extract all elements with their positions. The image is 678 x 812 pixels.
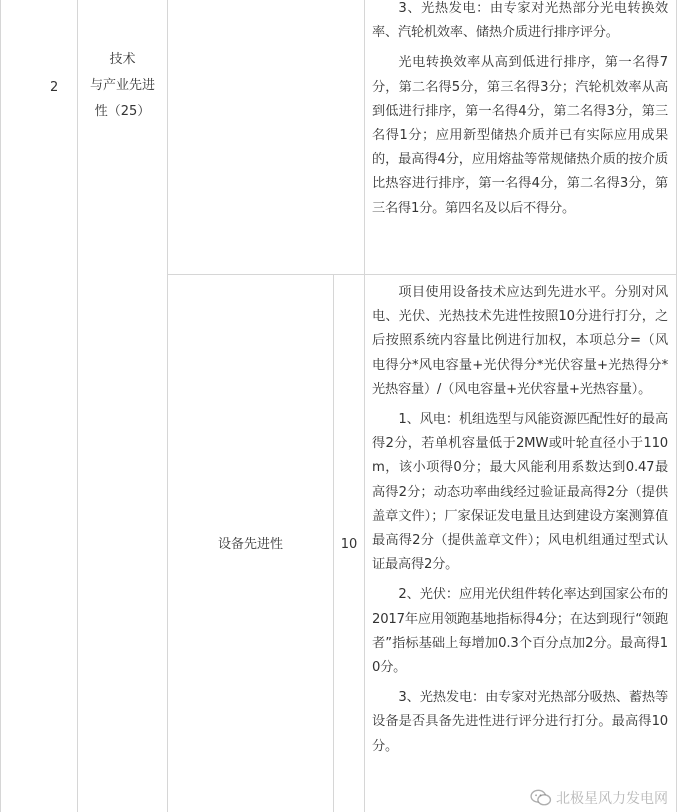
paragraph-wind: 1、风电：机组选型与风能资源匹配性好的最高得2分，若单机容量低于2MW或叶轮直径小于110m，该小项得0分；最大风能利用系数达到0.47最高得2分；动态功率曲线经过验证最高得2分（提供盖章文件）；厂家保证发电量且达到建设方案测算值最高得2分（提供盖章文件）；风电机组通过型式认证最高得2分。 [372,412,668,573]
item-description-bottom [372,281,668,759]
table-border-right [676,0,677,812]
table-border-left [0,0,1,812]
category-line-3: 性（25） [94,104,151,119]
table-row-divider [167,274,677,275]
paragraph-optothermal-equipment: 3、光热发电：由专家对光热部分吸热、蓄热等设备是否具备先进性进行评分进行打分。最高得10分。 [372,690,668,754]
paragraph-optothermal-intro: 3、光热发电：由专家对光热部分光电转换效率、汽轮机效率、储热介质进行排序评分。 [372,1,668,41]
watermark [530,788,668,808]
table-border-col2 [167,0,168,812]
category-line-1: 技术 [109,52,136,67]
paragraph-pv: 2、光伏：应用光伏组件转化率达到国家公布的2017年应用领跑基地指标得4分；在达到现行“领跑者”指标基础上每增加0.3个百分点加2分。最高得10分。 [372,587,668,676]
paragraph-equipment-overview: 项目使用设备技术应达到先进水平。分别对风电、光伏、光热技术先进性按照10分进行打分，之后按照系统内容量比例进行加权，本项总分=（风电得分*风电容量+光伏得分*光伏容量+光热得分*光热容量）/（风电容量+光伏容量+光热容量）。 [372,285,668,397]
paragraph-optothermal-scoring: 光电转换效率从高到低进行排序，第一名得7分，第二名得5分，第三名得3分；汽轮机效率从高到低进行排序，第一名得4分，第二名得3分，第三名得1分；应用新型储热介质并已有实际应用成果的，最高得4分，应用熔盐等常规储热介质的按介质比热容进行排序，第一名得4分，第二名得3分，第三名得1分。第四名及以后不得分。 [372,55,668,216]
row-number: 2 [50,80,59,95]
item-description-top [372,0,668,221]
watermark-text: 北极星风力发电网 [556,791,668,807]
category-line-2: 与产业先进 [89,78,155,93]
score-value: 10 [340,537,358,552]
table-border-col4 [364,0,365,812]
subitem-label: 设备先进性 [217,537,283,552]
wechat-icon [530,789,552,807]
